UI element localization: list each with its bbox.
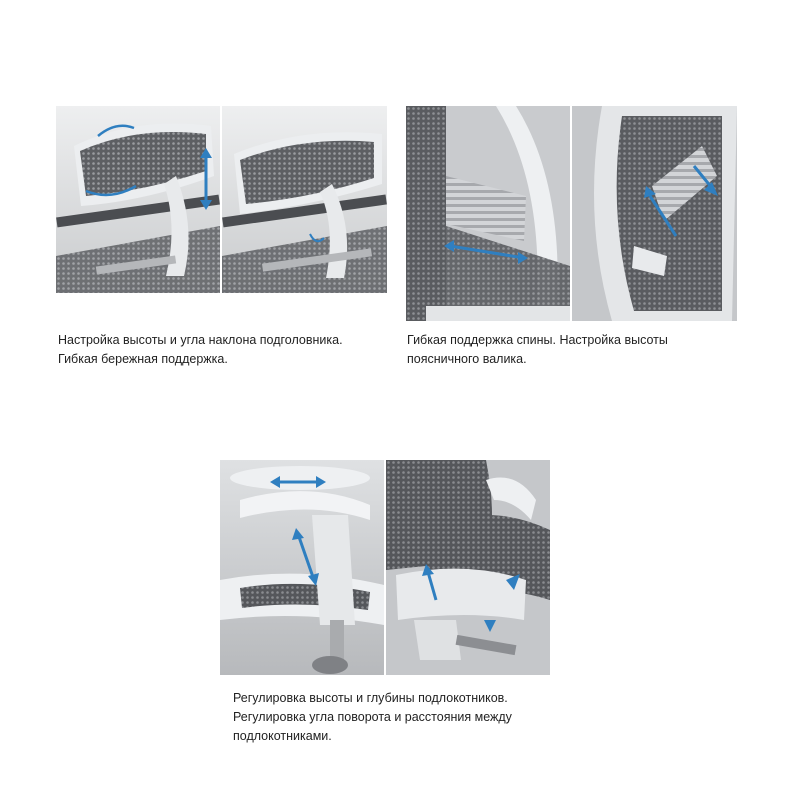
headrest-caption	[58, 331, 343, 369]
caption-line: Гибкая поддержка спины. Настройка высоты	[407, 333, 668, 347]
back-support-photo-left	[406, 106, 570, 321]
headrest-photo-left	[56, 106, 220, 293]
armrests-photo-left	[220, 460, 384, 675]
back-support-photo-right	[572, 106, 737, 321]
armrests-photo-right	[386, 460, 550, 675]
caption-line: подлокотниками.	[233, 729, 332, 743]
armrests-caption	[233, 689, 512, 746]
back-support-caption	[407, 331, 668, 369]
caption-line: Настройка высоты и угла наклона подголовника.	[58, 333, 343, 347]
caption-line: Гибкая бережная поддержка.	[58, 352, 228, 366]
caption-line: Регулировка высоты и глубины подлокотников.	[233, 691, 508, 705]
headrest-photo-right	[222, 106, 387, 293]
caption-line: поясничного валика.	[407, 352, 527, 366]
caption-line: Регулировка угла поворота и расстояния между	[233, 710, 512, 724]
